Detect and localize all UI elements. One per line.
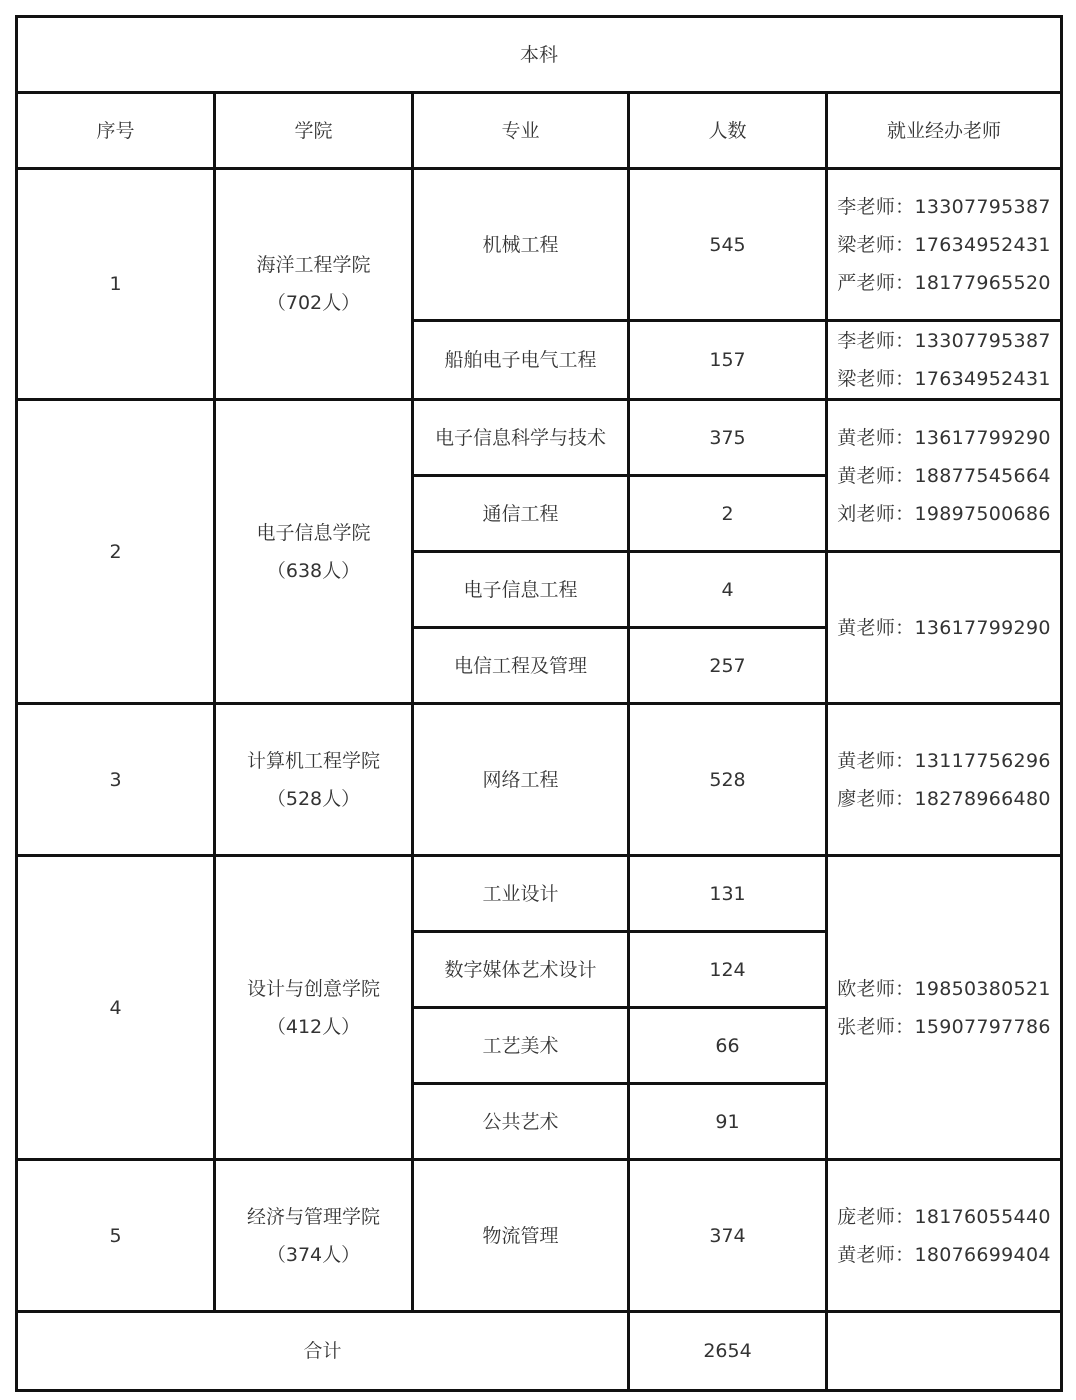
title-row (17, 17, 1062, 93)
major-name: 工业设计 (413, 856, 629, 932)
major-count: 4 (629, 552, 827, 628)
header-contact: 就业经办老师 (827, 93, 1062, 169)
contact-cell (827, 169, 1062, 321)
header-count: 人数 (629, 93, 827, 169)
major-name: 网络工程 (413, 704, 629, 856)
contact-cell (827, 321, 1062, 400)
row-index: 4 (17, 856, 215, 1160)
college-name: 设计与创意学院 (246, 977, 380, 1000)
major-count: 545 (629, 169, 827, 321)
major-name: 电子信息工程 (413, 552, 629, 628)
college-name: 经济与管理学院 (246, 1205, 380, 1228)
table-row (17, 1160, 1062, 1312)
major-name: 机械工程 (413, 169, 629, 321)
row-index: 3 (17, 704, 215, 856)
table-row (17, 704, 1062, 856)
table-row (17, 856, 1062, 932)
contact-cell (827, 552, 1062, 704)
major-name: 电信工程及管理 (413, 628, 629, 704)
contact-cell (827, 1160, 1062, 1312)
major-name: 公共艺术 (413, 1084, 629, 1160)
enrollment-table (15, 15, 1063, 1392)
header-major: 专业 (413, 93, 629, 169)
contact-line: 梁老师：17634952431 (837, 368, 1051, 390)
major-name: 船舶电子电气工程 (413, 321, 629, 400)
major-count: 374 (629, 1160, 827, 1312)
contact-line: 李老师：13307795387 (837, 330, 1051, 352)
college-total: （412人） (266, 1015, 361, 1038)
contact-line: 庞老师：18176055440 (837, 1205, 1051, 1228)
major-count: 2 (629, 476, 827, 552)
major-count: 91 (629, 1084, 827, 1160)
major-count: 131 (629, 856, 827, 932)
contact-line: 欧老师：19850380521 (837, 977, 1051, 1000)
contact-line: 黄老师：18877545664 (837, 464, 1051, 487)
major-count: 66 (629, 1008, 827, 1084)
row-index: 2 (17, 400, 215, 704)
college-cell (215, 169, 413, 400)
major-count: 124 (629, 932, 827, 1008)
college-total: （638人） (266, 559, 361, 582)
major-name: 物流管理 (413, 1160, 629, 1312)
contact-line: 张老师：15907797786 (837, 1015, 1051, 1038)
total-row (17, 1312, 1062, 1391)
college-cell (215, 856, 413, 1160)
major-name: 电子信息科学与技术 (413, 400, 629, 476)
major-name: 数字媒体艺术设计 (413, 932, 629, 1008)
row-index: 1 (17, 169, 215, 400)
total-count: 2654 (629, 1312, 827, 1391)
contact-cell (827, 400, 1062, 552)
college-name: 电子信息学院 (256, 521, 371, 544)
college-total: （528人） (266, 787, 361, 810)
major-count: 257 (629, 628, 827, 704)
contact-line: 黄老师：13617799290 (837, 616, 1051, 639)
college-total: （374人） (266, 1243, 361, 1266)
contact-line: 黄老师：18076699404 (837, 1243, 1051, 1266)
contact-line: 李老师：13307795387 (837, 195, 1051, 218)
contact-line: 严老师：18177965520 (837, 271, 1051, 294)
college-cell (215, 1160, 413, 1312)
contact-line: 黄老师：13617799290 (837, 426, 1051, 449)
major-name: 通信工程 (413, 476, 629, 552)
college-name: 海洋工程学院 (256, 254, 371, 276)
major-name: 工艺美术 (413, 1008, 629, 1084)
header-row (17, 93, 1062, 169)
contact-line: 刘老师：19897500686 (837, 502, 1051, 525)
header-index: 序号 (17, 93, 215, 169)
header-college: 学院 (215, 93, 413, 169)
college-total: （702人） (266, 292, 361, 314)
college-cell (215, 704, 413, 856)
row-index: 5 (17, 1160, 215, 1312)
college-cell (215, 400, 413, 704)
major-count: 375 (629, 400, 827, 476)
table-row (17, 169, 1062, 321)
major-count: 528 (629, 704, 827, 856)
table-title: 本科 (17, 17, 1062, 93)
total-contact (827, 1312, 1062, 1391)
total-label: 合计 (17, 1312, 629, 1391)
contact-cell (827, 704, 1062, 856)
contact-line: 梁老师：17634952431 (837, 233, 1051, 256)
contact-line: 廖老师：18278966480 (837, 787, 1051, 810)
contact-cell (827, 856, 1062, 1160)
contact-line: 黄老师：13117756296 (837, 749, 1051, 772)
college-name: 计算机工程学院 (246, 749, 380, 772)
table-row (17, 400, 1062, 476)
major-count: 157 (629, 321, 827, 400)
